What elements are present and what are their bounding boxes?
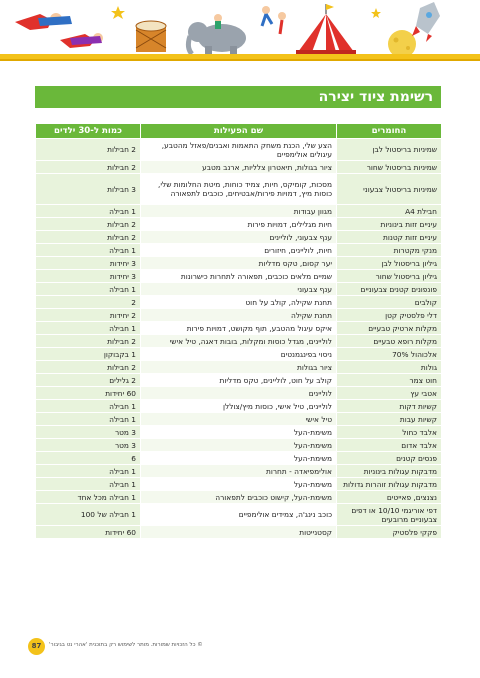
activity-cell: משימת-העל, קישוט כוכבים לתפאורה [141, 491, 337, 504]
header-illustration [0, 0, 480, 62]
activity-cell: חיות מגלילים, דמויות פירות [141, 218, 337, 231]
activity-cell: לוליינים [141, 387, 337, 400]
activity-cell: קסטנייטות [141, 526, 337, 539]
quantity-cell: 3 מטר [36, 439, 141, 452]
table-header-row [36, 124, 442, 139]
table-row [36, 322, 442, 335]
material-cell: קשיות עבות [337, 413, 442, 426]
activity-cell: ענף צבעוני, לוליינים [141, 231, 337, 244]
material-cell: דפי אוריגמי 10/10 או דפים צבעוניים מרובעים [337, 504, 442, 526]
activity-cell: יער קסום, טקס מדליות [141, 257, 337, 270]
activity-cell: ניסוי בפינגמנטים [141, 348, 337, 361]
elephant-icon [188, 14, 246, 56]
material-cell: עיניים זזות בינוניות [337, 218, 442, 231]
rocket-icon [412, 2, 440, 42]
equipment-table [35, 123, 442, 539]
page-number: 87 [28, 638, 45, 655]
material-cell: שמיניות בריסטול שחור [337, 161, 442, 174]
activity-cell: משימת-העל [141, 478, 337, 491]
table-row [36, 504, 442, 526]
material-cell: אטבי עץ [337, 387, 442, 400]
quantity-cell: 1 בקבוקון [36, 348, 141, 361]
moon-icon [388, 30, 416, 58]
material-cell: פונפונים קטנים צבעוניים [337, 283, 442, 296]
quantity-cell: 1 חבילה של 100 [36, 504, 141, 526]
activity-cell: איקס עיגול מהטבע, תוף מקושט, דמויות פירות [141, 322, 337, 335]
header-activity: שם הפעילות [141, 124, 337, 139]
circus-illustration [0, 0, 480, 62]
quantity-cell: 1 חבילה [36, 465, 141, 478]
drum-icon [136, 21, 166, 52]
table-row [36, 309, 442, 322]
material-cell: אלכוהול 70% [337, 348, 442, 361]
material-cell: קשיות דקות [337, 400, 442, 413]
quantity-cell: 2 חבילות [36, 361, 141, 374]
material-cell: קולבים [337, 296, 442, 309]
quantity-cell: 2 חבילות [36, 218, 141, 231]
header-materials: החומרים [337, 124, 442, 139]
table-row [36, 374, 442, 387]
quantity-cell: 6 [36, 452, 141, 465]
activity-cell: כוכב נינג'ה, צמידים אולימפיים [141, 504, 337, 526]
quantity-cell: 3 מטר [36, 426, 141, 439]
quantity-cell: 1 חבילה [36, 244, 141, 257]
table-row [36, 465, 442, 478]
material-cell: חבילת A4 [337, 205, 442, 218]
quantity-cell: 1 חבילה [36, 283, 141, 296]
table-row [36, 139, 442, 161]
material-cell: גיליון בריסטול לבן [337, 257, 442, 270]
circus-tent-icon [296, 4, 356, 55]
table-row [36, 491, 442, 504]
quantity-cell: 2 [36, 296, 141, 309]
quantity-cell: 2 גלילים [36, 374, 141, 387]
material-cell: עיניים זזות קטנות [337, 231, 442, 244]
material-cell: שמיניות בריסטול לבן [337, 139, 442, 161]
activity-cell: הצע שלי, הכנת משחק התאמות ואבנים/פאזל מהטבע, עיגולים אולימפיים [141, 139, 337, 161]
table-row [36, 413, 442, 426]
activity-cell: משימת-העל [141, 452, 337, 465]
table-row [36, 218, 442, 231]
quantity-cell: 1 חבילה [36, 478, 141, 491]
material-cell: אלבד אדום [337, 439, 442, 452]
activity-cell: משימת-העל [141, 426, 337, 439]
table-body [36, 139, 442, 539]
acrobat-icon [262, 6, 286, 34]
table-row [36, 426, 442, 439]
star-icon [111, 6, 381, 19]
superhero-icon [15, 13, 103, 48]
activity-cell: חיות, לוליינים, חיזורים [141, 244, 337, 257]
activity-cell: מגוון עבודות [141, 205, 337, 218]
activity-cell: קולב על חוט, לוליינים, טקס מדליות [141, 374, 337, 387]
table-row [36, 526, 442, 539]
page-title-bar [35, 86, 441, 108]
material-cell: חוט צמר [337, 374, 442, 387]
table-row [36, 270, 442, 283]
quantity-cell: 2 חבילות [36, 139, 141, 161]
quantity-cell: 3 יחידות [36, 257, 141, 270]
header-quantity: כמות ל-30 ילדים [36, 124, 141, 139]
quantity-cell: 1 חבילה [36, 322, 141, 335]
table-row [36, 174, 442, 205]
activity-cell: טיל אישי [141, 413, 337, 426]
activity-cell: מסכות, קומיקס, חיות, צמיד כוחות, מיטת החלומות שלי, כוסות מיץ, דמויות פירות/אבטיחים, כוכבים לתפאורה [141, 174, 337, 205]
material-cell: דלי פלסטיק קטן [337, 309, 442, 322]
material-cell: מקלות ארטיק טבעיים [337, 322, 442, 335]
material-cell: אלבד כחול [337, 426, 442, 439]
table-row [36, 335, 442, 348]
table-row [36, 452, 442, 465]
quantity-cell: 1 חבילה מכל אחד [36, 491, 141, 504]
activity-cell: ציור בגולות [141, 361, 337, 374]
page-title: רשימת ציוד יצירה [318, 89, 433, 105]
activity-cell: לוליינים, מגדל כוסות ומקלות, בובות דאגה, טיל אישי [141, 335, 337, 348]
table-row [36, 231, 442, 244]
quantity-cell: 60 יחידות [36, 526, 141, 539]
quantity-cell: 2 יחידות [36, 309, 141, 322]
material-cell: מקלות רופא טבעיים [337, 335, 442, 348]
material-cell: גולות [337, 361, 442, 374]
material-cell: מדבקות עגולות זוהרות גדולות [337, 478, 442, 491]
table-row [36, 387, 442, 400]
table-row [36, 348, 442, 361]
table-row [36, 161, 442, 174]
quantity-cell: 2 חבילות [36, 335, 141, 348]
table-row [36, 283, 442, 296]
quantity-cell: 3 חבילות [36, 174, 141, 205]
material-cell: מדבקות עגולות בינוניות [337, 465, 442, 478]
page-footer [31, 638, 441, 656]
material-cell: פקקי פלסטיק [337, 526, 442, 539]
activity-cell: תחנת שקילה, קולב על חוט [141, 296, 337, 309]
table-row [36, 361, 442, 374]
quantity-cell: 3 יחידות [36, 270, 141, 283]
quantity-cell: 1 חבילה [36, 205, 141, 218]
quantity-cell: 2 חבילות [36, 231, 141, 244]
material-cell: נצנצים, פאייטים [337, 491, 442, 504]
material-cell: גיליון בריסטול שחור [337, 270, 442, 283]
quantity-cell: 1 חבילה [36, 413, 141, 426]
table-row [36, 296, 442, 309]
material-cell: מנקי מקטרות [337, 244, 442, 257]
quantity-cell: 60 יחידות [36, 387, 141, 400]
table-row [36, 478, 442, 491]
table-row [36, 439, 442, 452]
activity-cell: ענף צבעוני [141, 283, 337, 296]
activity-cell: אולימפיאדה - תחרות [141, 465, 337, 478]
quantity-cell: 1 חבילה [36, 400, 141, 413]
material-cell: פנסים קטנים [337, 452, 442, 465]
table-row [36, 205, 442, 218]
copyright-text: © כל הזכויות שמורות. מותר לשימוש רק בתוכנית 'אהרי נט בגיבור' [49, 642, 203, 648]
quantity-cell: 2 חבילות [36, 161, 141, 174]
activity-cell: שמיים מלאים כוכבים, תפאורה לתחרות כישרונות [141, 270, 337, 283]
activity-cell: תחנת שקילה [141, 309, 337, 322]
activity-cell: לוליינים, טיל אישי, כוסות מיץ/צוללן [141, 400, 337, 413]
table-row [36, 400, 442, 413]
activity-cell: משימת-העל [141, 439, 337, 452]
table-row [36, 244, 442, 257]
table-row [36, 257, 442, 270]
activity-cell: ציור בגולות, תיאטרון צלליות, ארנב מטבע [141, 161, 337, 174]
material-cell: שמיניות בריסטול צבעוני [337, 174, 442, 205]
